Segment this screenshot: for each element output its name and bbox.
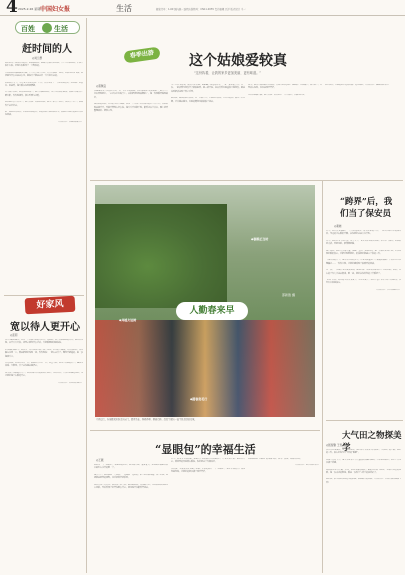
- section-divider: [90, 180, 403, 181]
- paragraph: 在四川盆地深处，有一群物探人，他们常年奔波在大山深处，寻找地下的宝藏。他们的工作，被人们称为大气田的“眼睛”。: [326, 449, 401, 455]
- spring-photo-collage: [95, 185, 315, 417]
- publication-info: 邮发代号：1-69 国内统一连续出版物号：CN11-0055 责任编辑 汪洋 版式设计 王一: [156, 8, 246, 11]
- paragraph: 其实，我们心里早有打算。孩子大了，老人身体也需要照顾，在小区当保安，时间相对灵活，离家也近，能兼顾家庭。: [326, 239, 401, 246]
- feature-col-4: [325, 84, 401, 176]
- paragraph: 我问她怎么不着急了，她笑着说：以前赶时间，是为了把日子过好；现在日子好了，就该慢下来好好过。: [5, 101, 83, 107]
- column-divider: [322, 180, 323, 573]
- article-body: [326, 449, 401, 571]
- paragraph: 去年，我母亲生病住院，他每天下班后都要去医院陪护，给老人讲笑话、逗老人开心。病房里的其他病人都说，你们家这个女婿真好。: [171, 458, 245, 464]
- paragraph: 她常说，做事情就要较真，差一点都不行。正是这份较真，让村里的农产品有了好口碑，订单越来越多，村民的腰包也渐渐鼓了起来。: [171, 97, 245, 103]
- page-header: [0, 0, 405, 16]
- crowd-photo: [95, 320, 315, 417]
- paragraph: 在湖南省永兴县的乡村里，有一位年轻的姑娘，人们都叫她“较真姑娘”。她大学毕业后回到家乡，一心扑在乡村振兴上，从种植规划到品牌推广，每一件事都要做到最好。: [94, 90, 168, 99]
- article-title: 赶时间的人: [22, 44, 72, 55]
- leaf-icon: [42, 23, 52, 33]
- paragraph: 去年春节回家，我发现妈妈变了。她不再催我起床，也不急着收拾碗筷，而是坐在阳台上晒太阳，慢慢地择菜，偶尔哼两句老歌。: [5, 91, 83, 97]
- feature-tag: 春季出游: [123, 47, 160, 64]
- paragraph: 周末带孩子出去玩，他比孩子还兴奋，跑在最前面，玩得最开心。有时候我觉得他有点幼稚，可看着孩子们笑得那么开心，我也忍不住跟着笑起来。: [94, 483, 168, 490]
- paragraph: 有人说，生活需要仪式感；我说，生活更需要一个“显眼包”。他让平淡的日子变得有滋有味，让我们的家充满了欢声笑语。: [171, 467, 245, 474]
- article-body: [326, 230, 401, 416]
- bottom-col-3: [248, 458, 320, 572]
- paragraph: 这就是我家“显眼包”的幸福生活，简单、热闹，却格外温暖。: [248, 458, 303, 460]
- article-byline: ◎刘兰群: [32, 57, 43, 60]
- paragraph: 地震波在地下传播，形成一道道美丽的波纹；数据在屏幕上跳动，勾勒出地层的轮廓。每一次成功的勘探，都是一次科学与美学的完美结合。: [326, 468, 401, 475]
- article-byline: ◎王薇: [96, 459, 104, 462]
- feature-col-2: [171, 84, 245, 176]
- paragraph: 去年，我们夫妻俩做了一个大胆的决定：辞去原来的工作，一起去应聘小区的保安员。身边的亲友都很不解，觉得我们这是自讨苦吃。: [326, 230, 401, 236]
- feature-col-3: [248, 84, 322, 176]
- bottom-col-2: [171, 458, 245, 572]
- paragraph: 如今，她又开始琢磨乡村旅游，带领大家修步道、建民宿、办采摘节。春天来了，村里游人如织，处处是欢声笑语。: [248, 84, 322, 90]
- article-byline: ◎张莉: [10, 334, 18, 337]
- paragraph: 刚回来的时候，村里很多人不理解，觉得一个女孩子放着城里的好工作不要，回来种地是想不开。可她不管别人怎么说，每天天不亮就下地，跟着老农学技术，晚上还要整理资料、研究市场。: [94, 103, 168, 113]
- paragraph: 为了让村里的农产品卖出好价钱，她跑遍了周边的县市，一家一家地谈合作。有一次，一批货因为包装不合格被退回，她二话不说，连夜带着村民重新分拣包装，硬是按时把货送到了客户手里。: [171, 84, 245, 93]
- photo-section-caption: 立春过后，各地群众纷纷走出家门，踏青赏花、春耕春种、植树造林，处处呈现出一派生机勃勃的景象。: [96, 418, 197, 421]
- column-banner: [15, 21, 80, 34]
- paragraph: 有人问她累不累，她笑着说：看着家乡一天天变好，再累也值得。: [248, 93, 307, 96]
- column-tag: 好家风: [25, 296, 76, 315]
- paragraph: 刚上岗时，我们什么都不懂。巡逻、登记、处理纠纷，每一样都要从头学起。好在同事们都很热心，手把手地教我们，很快我们就适应了新的工作。: [326, 249, 401, 256]
- paragraph: 后来我长大了，离开家去外地读书、工作，慢慢也成了一个赶时间的人。赶地铁、赶会议、赶进度，每天都在和时间赛跑。: [5, 81, 83, 88]
- field-photo: [95, 204, 227, 308]
- paragraph: 那一刻我忽然明白，原来赶时间的人，赶的从来不是时间本身，而是心里想要的那份安稳和幸福。: [5, 111, 83, 117]
- column-divider: [86, 18, 87, 573]
- paragraph: 每天早上，他总是第一个起床，一边做饭一边唱歌，把全家人都叫醒。孩子们说，爸爸就是家里的闹钟，比手机铃声还准时。: [94, 473, 168, 480]
- paragraph: “跨界”之后，我们的生活节奏变了，心态也变了。我们学会了在平凡中寻找意义，在付出中收获快乐。: [326, 279, 401, 285]
- paragraph: 他们说，能为国家找到更多的能源，就是最大的幸福。（作者单位：中国石油西南油气田）: [326, 478, 401, 484]
- photo-caption: ◆春耕正当时: [251, 237, 269, 241]
- author-unit: （作者单位：江苏省南京市）: [374, 288, 401, 291]
- paragraph: 有一次，一位独居老人突发疾病，是我们第一时间发现并拨打了急救电话。事后，老人的子女专门送来锦旗，那一刻，我们觉得所有的辛苦都值了。: [326, 269, 401, 275]
- feature-lead: “这份执着，让我的家乡更加美丽、更有味道。”: [194, 71, 262, 75]
- article-title: “显眼包”的幸福生活: [155, 443, 256, 456]
- section-divider: [326, 420, 403, 421]
- paragraph: 如今孩子也渐渐长大了，我常常把婆婆的话讲给他听。宽以待人，不仅让家庭更和睦，也让我们每个人都更开心。: [5, 371, 83, 378]
- photo-caption: ◆共植友谊树: [119, 318, 137, 322]
- paragraph: 当保安员的日子，虽然平凡却很充实。帮老人提重物、给快递员指路、半夜帮业主处理漏水……一件件小事，让我们感受到了被需要的幸福。: [326, 259, 401, 265]
- paragraph: 记得刚结婚那年，我因为一件小事和小姑子闹了别扭，心里很不痛快。婆婆知道后，没有偏向任何一方，而是把我们叫到一起，慢慢地说：一家人过日子，哪有不磕碰的，退一步海阔天空。: [5, 348, 83, 358]
- author-unit: （作者单位：浙江省杭州市）: [293, 464, 320, 467]
- feature-col-1: [94, 90, 168, 176]
- article-title: “跨界”后，我们当了保安员: [340, 197, 393, 219]
- paragraph: 婆婆常说，对别人宽容一点，就是对自己好一点。这些年来，我也学着她的样子，遇事多体谅、少抱怨，日子过得越来越舒心。: [5, 362, 83, 368]
- article-title: 大气田之物探美学: [342, 431, 402, 453]
- paragraph: 在大多数家庭里，总有一个人是大家的主心骨。在我家，这个人就是我的婆婆。她待人宽厚，从不斤斤计较，邻里之间有什么矛盾，大家都愿意找她说说。: [5, 339, 83, 345]
- bottom-col-1: [94, 464, 168, 572]
- author-unit: （作者单位：山东省济南市）: [56, 381, 83, 384]
- section-divider: [90, 430, 320, 431]
- photo-ribbon-title: 人勤春来早: [176, 302, 248, 320]
- paragraph: 这份执着，让她的家乡更加美丽、更有味道。（作者单位：湖南省郴州市）: [325, 84, 391, 86]
- banner-text-left: 百姓: [21, 25, 35, 33]
- section-name: 生活: [116, 4, 132, 13]
- photo-credit: 邵新胜 摄: [282, 293, 295, 297]
- photo-caption: ◆踏春赏花行: [190, 397, 208, 401]
- paragraph: 小时候我总嫌她催得太紧，上学要早到半小时，出门要提前一刻钟，吃饭也吃得飞快。我问她为什么总是这么急，她说日子就是这样一天天赶出来的。: [5, 71, 83, 78]
- banner-text-right: 生活: [54, 25, 68, 33]
- feature-title: 这个姑娘爱较真: [189, 53, 287, 69]
- article-byline: ◎秦晓: [334, 225, 342, 228]
- article-body: [5, 339, 83, 571]
- article-title: 宽以待人更开心: [10, 322, 80, 333]
- article-byline: ◎凯智勤 王雪: [326, 444, 343, 447]
- paragraph: 物探工作很辛苦，每天要背着几十斤重的仪器翻山越岭。可在他们眼里，这份工作也充满了美感。: [326, 458, 401, 465]
- paragraph: 我们家有个特别着急的人，那就是我妈。她做什么都要赶时间，早上五点就起床，忙完早饭忙午饭，好像生怕耽误了一分钟似的。: [5, 62, 83, 68]
- paragraph: 我家有一个“显眼包”，就是我的老公。他性格开朗，爱说爱笑，走到哪里都是人群中最引人注目的那一个。: [94, 464, 168, 470]
- author-unit: （作者单位：河南省洛阳市）: [56, 120, 83, 123]
- newspaper-masthead: 中国妇女报: [40, 6, 71, 13]
- feature-byline: ◎蔡佩宜: [96, 85, 107, 88]
- issue-date: 2025.2.26 星期三: [18, 7, 44, 11]
- page-number: 4: [6, 0, 18, 17]
- article-body: [5, 62, 83, 292]
